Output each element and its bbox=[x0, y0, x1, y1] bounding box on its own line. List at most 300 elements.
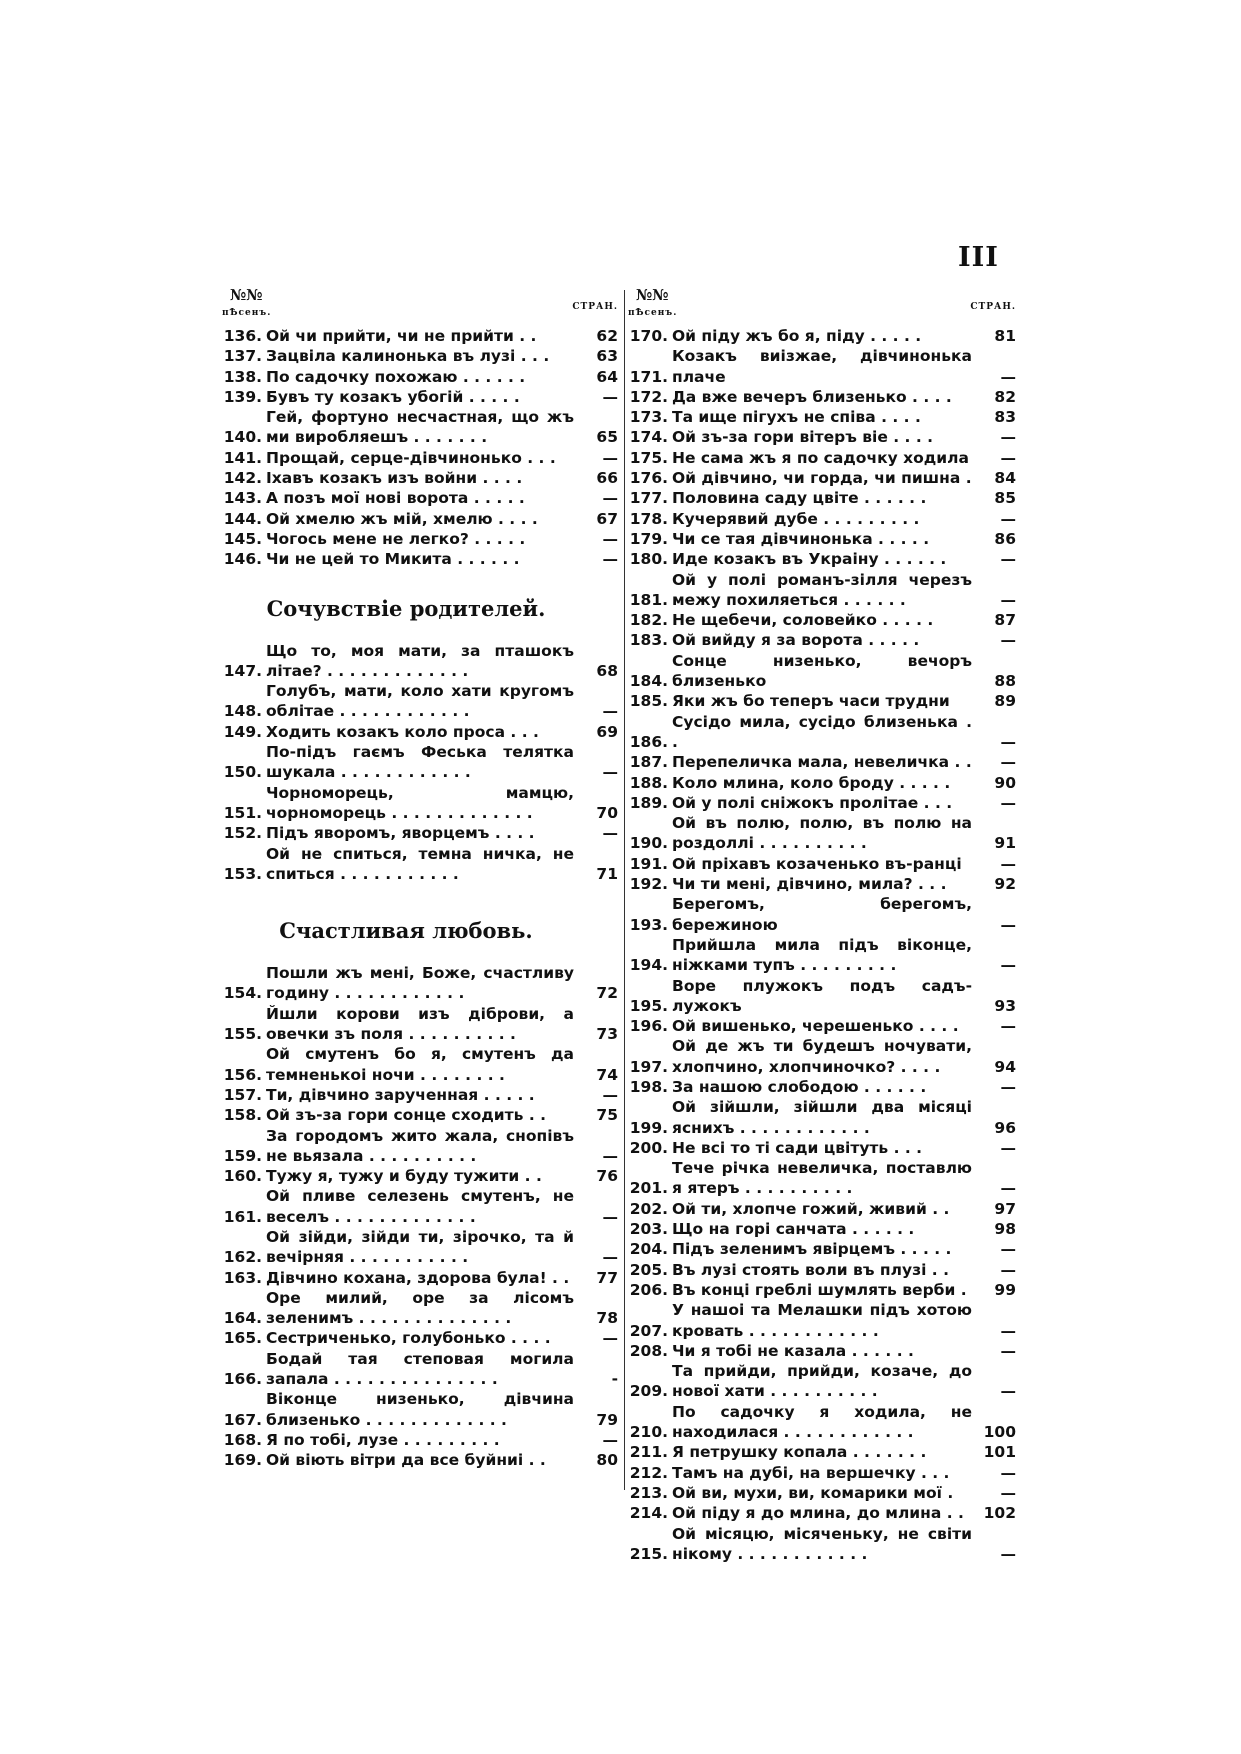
entry-number: 174. bbox=[629, 428, 668, 447]
toc-entry bbox=[222, 1085, 618, 1105]
toc-entry bbox=[222, 1126, 618, 1167]
entry-number: 186. bbox=[629, 732, 668, 751]
entry-page: — bbox=[602, 1207, 618, 1226]
entry-title: Ой у полі сніжокъ пролітае . . . bbox=[672, 793, 953, 812]
toc-entry bbox=[222, 1450, 618, 1470]
entry-number: 163. bbox=[223, 1268, 262, 1287]
entry-page: 65 bbox=[596, 428, 618, 447]
entry-page: — bbox=[1000, 1341, 1016, 1360]
toc-entry bbox=[628, 773, 1016, 793]
entry-number: 195. bbox=[629, 996, 668, 1015]
entry-page: 82 bbox=[994, 387, 1016, 406]
toc-entry bbox=[222, 641, 618, 682]
entry-title: Що на горі санчата . . . . . . bbox=[672, 1220, 915, 1239]
entry-number: 150. bbox=[223, 763, 262, 782]
entry-title: Козакъ виізжае, дівчинонька плаче bbox=[672, 347, 972, 386]
entry-title: По садочку похожаю . . . . . . bbox=[266, 367, 526, 386]
entry-title: Я по тобі, лузе . . . . . . . . . bbox=[266, 1430, 500, 1449]
entry-page: — bbox=[602, 387, 618, 406]
entry-number: 178. bbox=[629, 509, 668, 528]
entry-title: У нашоі та Мелашки підъ хотою кровать . . . . . . . . . . . . bbox=[672, 1301, 972, 1340]
song-label: пѢсенъ. bbox=[222, 308, 272, 318]
entry-page: — bbox=[1000, 550, 1016, 569]
entry-number: 199. bbox=[629, 1118, 668, 1137]
entry-title: Та прийди, прийди, козаче, до нової хати . . . . . . . . . . bbox=[672, 1362, 972, 1401]
entry-number: 182. bbox=[629, 611, 668, 630]
entry-title: Ти, дівчино зарученная . . . . . bbox=[266, 1085, 535, 1104]
entry-number: 203. bbox=[629, 1220, 668, 1239]
entry-title: Половина саду цвіте . . . . . . bbox=[672, 489, 927, 508]
entry-page: 96 bbox=[994, 1118, 1016, 1137]
entry-page: — bbox=[1000, 956, 1016, 975]
toc-entry bbox=[628, 752, 1016, 772]
toc-entry bbox=[222, 844, 618, 885]
entry-number: 161. bbox=[223, 1207, 262, 1226]
entry-list bbox=[222, 963, 618, 1470]
entry-page: — bbox=[1000, 1382, 1016, 1401]
toc-entry bbox=[222, 1268, 618, 1288]
entry-page: 66 bbox=[596, 469, 618, 488]
entry-number: 152. bbox=[223, 824, 262, 843]
entry-number: 151. bbox=[223, 803, 262, 822]
toc-entry bbox=[222, 1166, 618, 1186]
entry-title: Ой въ полю, полю, въ полю на роздоллі . . . . . . . . . . bbox=[672, 814, 972, 853]
entry-title: Ой чи прийти, чи не прийти . . bbox=[266, 327, 537, 345]
entry-number: 164. bbox=[223, 1309, 262, 1328]
entry-title: Тужу я, тужу и буду тужити . . bbox=[266, 1167, 542, 1186]
toc-entry bbox=[628, 691, 1016, 711]
entry-page: 75 bbox=[596, 1106, 618, 1125]
entry-page: 71 bbox=[596, 864, 618, 883]
entry-number: 162. bbox=[223, 1248, 262, 1267]
entry-title: Я петрушку копала . . . . . . . bbox=[672, 1443, 927, 1462]
toc-entry bbox=[628, 935, 1016, 976]
entry-number: 214. bbox=[629, 1504, 668, 1523]
entry-title: По садочку я ходила, не находилася . . . . . . . . . . . . bbox=[672, 1402, 972, 1442]
entry-page: 93 bbox=[994, 996, 1016, 1015]
entry-page: — bbox=[602, 448, 618, 467]
entry-page: 98 bbox=[994, 1220, 1016, 1239]
entry-title: Іхавъ козакъ изъ войни . . . . bbox=[266, 469, 523, 488]
entry-number: 208. bbox=[629, 1341, 668, 1360]
entry-number: 145. bbox=[223, 529, 262, 548]
num-label: №№ bbox=[636, 286, 669, 304]
toc-entry bbox=[222, 468, 618, 488]
song-label: пѢсенъ. bbox=[628, 308, 678, 318]
entry-title: Дівчино кохана, здорова була! . . bbox=[266, 1268, 570, 1287]
entry-title: Ой зъ-за гори сонце сходить . . bbox=[266, 1106, 546, 1125]
entry-title: За нашою слободою . . . . . . bbox=[672, 1077, 927, 1096]
entry-page: 79 bbox=[596, 1410, 618, 1429]
toc-entry bbox=[222, 488, 618, 508]
entry-number: 144. bbox=[223, 509, 262, 528]
toc-entry bbox=[628, 570, 1016, 611]
entry-page: 72 bbox=[596, 984, 618, 1003]
entry-title: Чогось мене не легко? . . . . . bbox=[266, 529, 526, 548]
toc-entry bbox=[628, 1361, 1016, 1402]
entry-number: 191. bbox=[629, 854, 668, 873]
entry-number: 169. bbox=[223, 1451, 262, 1470]
entry-title: Ой пріхавъ козаченько въ-ранці bbox=[672, 854, 962, 873]
entry-page: 89 bbox=[994, 692, 1016, 711]
toc-entry bbox=[628, 448, 1016, 468]
entry-page: 99 bbox=[994, 1280, 1016, 1299]
toc-entry bbox=[628, 1239, 1016, 1259]
entry-number: 155. bbox=[223, 1025, 262, 1044]
entry-number: 138. bbox=[223, 367, 262, 386]
toc-entry bbox=[222, 448, 618, 468]
toc-entry bbox=[628, 793, 1016, 813]
toc-entry bbox=[628, 1077, 1016, 1097]
page-number: III bbox=[958, 242, 999, 273]
entry-number: 153. bbox=[223, 864, 262, 883]
entry-number: 179. bbox=[629, 529, 668, 548]
toc-entry bbox=[222, 963, 618, 1004]
entry-page: — bbox=[1000, 509, 1016, 528]
entry-page: 83 bbox=[994, 408, 1016, 427]
toc-entry bbox=[628, 1280, 1016, 1300]
entry-number: 192. bbox=[629, 875, 668, 894]
toc-entry bbox=[222, 1389, 618, 1430]
entry-page: - bbox=[611, 1370, 618, 1389]
entry-number: 170. bbox=[629, 327, 668, 345]
entry-page: — bbox=[1000, 1483, 1016, 1502]
entry-page: — bbox=[1000, 1544, 1016, 1563]
entry-title: Чи ти мені, дівчино, мила? . . . bbox=[672, 875, 947, 894]
entry-page: — bbox=[1000, 915, 1016, 934]
entry-number: 209. bbox=[629, 1382, 668, 1401]
entry-number: 172. bbox=[629, 387, 668, 406]
entry-number: 215. bbox=[629, 1544, 668, 1563]
entry-number: 160. bbox=[223, 1167, 262, 1186]
entry-title: Коло млина, коло броду . . . . . bbox=[672, 773, 951, 792]
toc-entry bbox=[628, 346, 1016, 387]
entry-page: — bbox=[1000, 448, 1016, 467]
toc-entry bbox=[222, 1349, 618, 1390]
entry-page: 85 bbox=[994, 489, 1016, 508]
entry-title: Підъ зеленимъ явірцемъ . . . . . bbox=[672, 1240, 952, 1259]
entry-page: 77 bbox=[596, 1268, 618, 1287]
entry-title: Тамъ на дубі, на вершечку . . . bbox=[672, 1463, 950, 1482]
entry-number: 149. bbox=[223, 722, 262, 741]
entry-list bbox=[222, 641, 618, 885]
entry-number: 156. bbox=[223, 1065, 262, 1084]
toc-entry bbox=[222, 1328, 618, 1348]
toc-entry bbox=[628, 1341, 1016, 1361]
entry-page: — bbox=[1000, 732, 1016, 751]
toc-entry bbox=[222, 742, 618, 783]
right-column bbox=[628, 284, 1016, 1564]
entry-title: Берегомъ, берегомъ, бережиною bbox=[672, 895, 972, 934]
entry-title: Ой пливе селезень смутенъ, не веселъ . . . . . . . . . . . . . bbox=[266, 1187, 574, 1226]
toc-entry bbox=[222, 529, 618, 549]
entry-number: 167. bbox=[223, 1410, 262, 1429]
toc-entry bbox=[628, 1036, 1016, 1077]
entry-title: Ой де жъ ти будешъ ночувати, хлопчино, хлопчиночко? . . . . bbox=[672, 1037, 972, 1076]
entry-number: 168. bbox=[223, 1430, 262, 1449]
toc-entry bbox=[222, 1105, 618, 1125]
entry-title: Ой зійшли, зійшли два місяці яснихъ . . . . . . . . . . . . bbox=[672, 1098, 972, 1137]
entry-page: 87 bbox=[994, 611, 1016, 630]
toc-entry bbox=[628, 1260, 1016, 1280]
toc-entry bbox=[222, 387, 618, 407]
entry-number: 154. bbox=[223, 984, 262, 1003]
toc-entry bbox=[222, 1227, 618, 1268]
left-header bbox=[222, 284, 618, 326]
entry-page: — bbox=[1000, 854, 1016, 873]
entry-title: Ой хмелю жъ мій, хмелю . . . . bbox=[266, 509, 538, 528]
entry-page: — bbox=[602, 550, 618, 569]
section-heading-sympathy-of-parents: Сочувствіе родителей. bbox=[266, 595, 546, 621]
toc-entry bbox=[628, 1524, 1016, 1565]
entry-page: — bbox=[602, 1146, 618, 1165]
entry-page: 63 bbox=[596, 347, 618, 366]
entry-number: 139. bbox=[223, 387, 262, 406]
entry-number: 142. bbox=[223, 469, 262, 488]
entry-title: Въ конці греблі шумлять верби . bbox=[672, 1280, 967, 1299]
entry-page: 67 bbox=[596, 509, 618, 528]
entry-title: Підъ яворомъ, яворцемъ . . . . bbox=[266, 824, 535, 843]
entry-title: Бодай тая степовая могила запала . . . . . . . . . . . . . . . bbox=[266, 1349, 574, 1389]
entry-page: 76 bbox=[596, 1167, 618, 1186]
entry-title: А позъ мої нові ворота . . . . . bbox=[266, 489, 525, 508]
toc-entry bbox=[628, 529, 1016, 549]
toc-entry bbox=[222, 407, 618, 448]
entry-number: 171. bbox=[629, 367, 668, 386]
entry-title: Ой не спиться, темна ничка, не спиться . . . . . . . . . . . bbox=[266, 844, 574, 883]
entry-page: — bbox=[602, 763, 618, 782]
num-label: №№ bbox=[230, 286, 263, 304]
entry-page: — bbox=[1000, 1138, 1016, 1157]
toc-entry bbox=[628, 1138, 1016, 1158]
entry-number: 210. bbox=[629, 1423, 668, 1442]
entry-page: — bbox=[602, 489, 618, 508]
entry-title: Ой смутенъ бо я, смутенъ да темненькоі ночи . . . . . . . . bbox=[266, 1045, 574, 1084]
entry-title: Чи я тобі не казала . . . . . . bbox=[672, 1341, 914, 1360]
entry-title: Прийшла мила підъ віконце, ніжками тупъ . . . . . . . . . bbox=[672, 935, 972, 975]
page-label: СТРАН. bbox=[970, 302, 1016, 312]
entry-page: 68 bbox=[596, 661, 618, 680]
entry-title: Перепеличка мала, невеличка . . bbox=[672, 753, 972, 772]
toc-entry bbox=[628, 468, 1016, 488]
entry-page: 62 bbox=[596, 327, 618, 345]
entry-title: Ой вишенько, черешенько . . . . bbox=[672, 1017, 959, 1036]
entry-title: Пошли жъ мені, Боже, счастливу годину . . . . . . . . . . . . bbox=[266, 964, 574, 1003]
entry-page: 97 bbox=[994, 1199, 1016, 1218]
toc-entry bbox=[222, 1186, 618, 1227]
entry-number: 189. bbox=[629, 793, 668, 812]
entry-page: 78 bbox=[596, 1309, 618, 1328]
entry-title: Ой піду жъ бо я, піду . . . . . bbox=[672, 327, 922, 345]
toc-entry bbox=[628, 549, 1016, 569]
entry-page: 86 bbox=[994, 529, 1016, 548]
entry-title: Ой ти, хлопче гожий, живий . . bbox=[672, 1199, 950, 1218]
toc-entry bbox=[628, 488, 1016, 508]
entry-page: — bbox=[1000, 1463, 1016, 1482]
entry-title: Не сама жъ я по садочку ходила bbox=[672, 448, 969, 467]
entry-list bbox=[222, 326, 618, 570]
entry-title: По-підъ гаємъ Феська телятка шукала . . . . . . . . . . . . bbox=[266, 743, 574, 782]
entry-page: 70 bbox=[596, 803, 618, 822]
entry-title: Ой зъ-за гори вітеръ віе . . . . bbox=[672, 428, 934, 447]
entry-page: 92 bbox=[994, 875, 1016, 894]
toc-entry bbox=[628, 1402, 1016, 1443]
right-header bbox=[628, 284, 1016, 326]
entry-page: 74 bbox=[596, 1065, 618, 1084]
entry-number: 204. bbox=[629, 1240, 668, 1259]
entry-page: — bbox=[1000, 590, 1016, 609]
entry-number: 181. bbox=[629, 590, 668, 609]
entry-number: 158. bbox=[223, 1106, 262, 1125]
toc-entry bbox=[628, 1097, 1016, 1138]
entry-title: Сусідо мила, сусідо близенька . . bbox=[672, 712, 972, 751]
entry-number: 165. bbox=[223, 1329, 262, 1348]
toc-entry bbox=[222, 1044, 618, 1085]
entry-number: 176. bbox=[629, 469, 668, 488]
entry-number: 185. bbox=[629, 692, 668, 711]
entry-page: 69 bbox=[596, 722, 618, 741]
entry-number: 141. bbox=[223, 448, 262, 467]
page-label: СТРАН. bbox=[572, 302, 618, 312]
toc-entry bbox=[628, 894, 1016, 935]
entry-title: Тече річка невеличка, поставлю я ятеръ . . . . . . . . . . bbox=[672, 1159, 972, 1198]
entry-number: 207. bbox=[629, 1321, 668, 1340]
toc-entry bbox=[628, 407, 1016, 427]
toc-entry bbox=[628, 651, 1016, 692]
toc-entry bbox=[628, 1483, 1016, 1503]
toc-entry bbox=[628, 1503, 1016, 1523]
toc-entry bbox=[628, 1158, 1016, 1199]
entry-number: 200. bbox=[629, 1138, 668, 1157]
entry-page: — bbox=[1000, 1240, 1016, 1259]
toc-entry bbox=[222, 1288, 618, 1329]
toc-entry bbox=[222, 722, 618, 742]
entry-title: Въ лузі стоять воли въ плузі . . bbox=[672, 1260, 949, 1279]
toc-entry bbox=[628, 387, 1016, 407]
entry-number: 166. bbox=[223, 1370, 262, 1389]
toc-entry bbox=[628, 427, 1016, 447]
entry-title: Бувъ ту козакъ убогій . . . . . bbox=[266, 387, 520, 406]
entry-title: Ой дівчино, чи горда, чи пишна . bbox=[672, 469, 972, 488]
entry-number: 211. bbox=[629, 1443, 668, 1462]
column-divider bbox=[624, 290, 625, 1490]
entry-title: Ой піду я до млина, до млина . . bbox=[672, 1504, 964, 1523]
toc-entry bbox=[628, 1016, 1016, 1036]
entry-title: Ой зійди, зійди ти, зірочко, та й вечірняя . . . . . . . . . . . bbox=[266, 1227, 574, 1267]
entry-title: Зацвіла калинонька въ лузі . . . bbox=[266, 347, 550, 366]
toc-entry bbox=[222, 783, 618, 824]
entry-number: 212. bbox=[629, 1463, 668, 1482]
entry-page: — bbox=[602, 1430, 618, 1449]
toc-entry bbox=[628, 630, 1016, 650]
entry-page: 90 bbox=[994, 773, 1016, 792]
toc-entry bbox=[628, 1463, 1016, 1483]
entry-title: Йшли корови изъ діброви, а овечки зъ поля . . . . . . . . . . bbox=[266, 1004, 574, 1044]
entry-page: 88 bbox=[994, 672, 1016, 691]
entry-number: 173. bbox=[629, 408, 668, 427]
entry-page: 80 bbox=[596, 1451, 618, 1470]
entry-title: Яки жъ бо теперъ часи трудни bbox=[672, 692, 950, 711]
entry-page: 101 bbox=[983, 1443, 1016, 1462]
entry-number: 143. bbox=[223, 489, 262, 508]
toc-entry bbox=[222, 1430, 618, 1450]
toc-entry bbox=[628, 1199, 1016, 1219]
toc-entry bbox=[222, 367, 618, 387]
entry-page: 91 bbox=[994, 834, 1016, 853]
entry-page: 100 bbox=[983, 1423, 1016, 1442]
entry-number: 205. bbox=[629, 1260, 668, 1279]
entry-title: Ой вийду я за ворота . . . . . bbox=[672, 631, 920, 650]
entry-page: — bbox=[602, 1085, 618, 1104]
entry-number: 159. bbox=[223, 1146, 262, 1165]
entry-number: 183. bbox=[629, 631, 668, 650]
entry-title: Голубъ, мати, коло хати кругомъ облітае . . . . . . . . . . . . bbox=[266, 682, 574, 721]
toc-entry bbox=[628, 509, 1016, 529]
entry-title: Ой віють вітри да все буйниі . . bbox=[266, 1451, 546, 1470]
entry-number: 198. bbox=[629, 1077, 668, 1096]
entry-page: — bbox=[1000, 428, 1016, 447]
entry-number: 146. bbox=[223, 550, 262, 569]
entry-title: Оре милий, оре за лісомъ зеленимъ . . . . . . . . . . . . . . bbox=[266, 1288, 574, 1328]
entry-title: Не щебечи, соловейко . . . . . bbox=[672, 611, 934, 630]
entry-number: 193. bbox=[629, 915, 668, 934]
entry-page: — bbox=[602, 824, 618, 843]
entry-page: 73 bbox=[596, 1025, 618, 1044]
entry-title: Не всі то ті сади цвітуть . . . bbox=[672, 1138, 923, 1157]
entry-number: 180. bbox=[629, 550, 668, 569]
entry-page: — bbox=[602, 1248, 618, 1267]
entry-page: — bbox=[602, 529, 618, 548]
entry-title: Ой у полі романъ-зілля черезъ межу похиляеться . . . . . . bbox=[672, 570, 972, 609]
toc-entry bbox=[222, 509, 618, 529]
entry-page: — bbox=[1000, 1321, 1016, 1340]
entry-number: 197. bbox=[629, 1057, 668, 1076]
entry-title: Чи не цей то Микита . . . . . . bbox=[266, 550, 520, 569]
entry-number: 137. bbox=[223, 347, 262, 366]
entry-title: Кучерявий дубе . . . . . . . . . bbox=[672, 509, 920, 528]
entry-page: — bbox=[1000, 367, 1016, 386]
entry-number: 202. bbox=[629, 1199, 668, 1218]
entry-number: 175. bbox=[629, 448, 668, 467]
entry-number: 140. bbox=[223, 428, 262, 447]
entry-number: 187. bbox=[629, 753, 668, 772]
toc-entry bbox=[222, 549, 618, 569]
entry-number: 190. bbox=[629, 834, 668, 853]
toc-entry bbox=[628, 712, 1016, 753]
entry-title: Ой ви, мухи, ви, комарики мої . bbox=[672, 1483, 954, 1502]
entry-number: 136. bbox=[223, 327, 262, 345]
entry-page: — bbox=[602, 702, 618, 721]
toc-entry bbox=[222, 346, 618, 366]
toc-entry bbox=[222, 681, 618, 722]
entry-page: — bbox=[1000, 631, 1016, 650]
entry-title: Воре плужокъ подъ садъ-лужокъ bbox=[672, 976, 972, 1015]
entry-title: Та ище пігухъ не співа . . . . bbox=[672, 408, 921, 427]
entry-title: Иде козакъ въ Украіну . . . . . . bbox=[672, 550, 947, 569]
toc-entry bbox=[628, 1300, 1016, 1341]
entry-page: 102 bbox=[983, 1504, 1016, 1523]
entry-page: — bbox=[1000, 1017, 1016, 1036]
entry-page: — bbox=[1000, 1260, 1016, 1279]
entry-page: 64 bbox=[596, 367, 618, 386]
entry-number: 147. bbox=[223, 661, 262, 680]
toc-entry bbox=[628, 976, 1016, 1017]
entry-number: 213. bbox=[629, 1483, 668, 1502]
entry-title: За городомъ жито жала, снопівъ не вьязала . . . . . . . . . . bbox=[266, 1126, 574, 1165]
entry-page: 81 bbox=[994, 327, 1016, 345]
entry-page: — bbox=[1000, 753, 1016, 772]
entry-title: Віконце низенько, дівчина близенько . . . . . . . . . . . . . bbox=[266, 1390, 574, 1429]
